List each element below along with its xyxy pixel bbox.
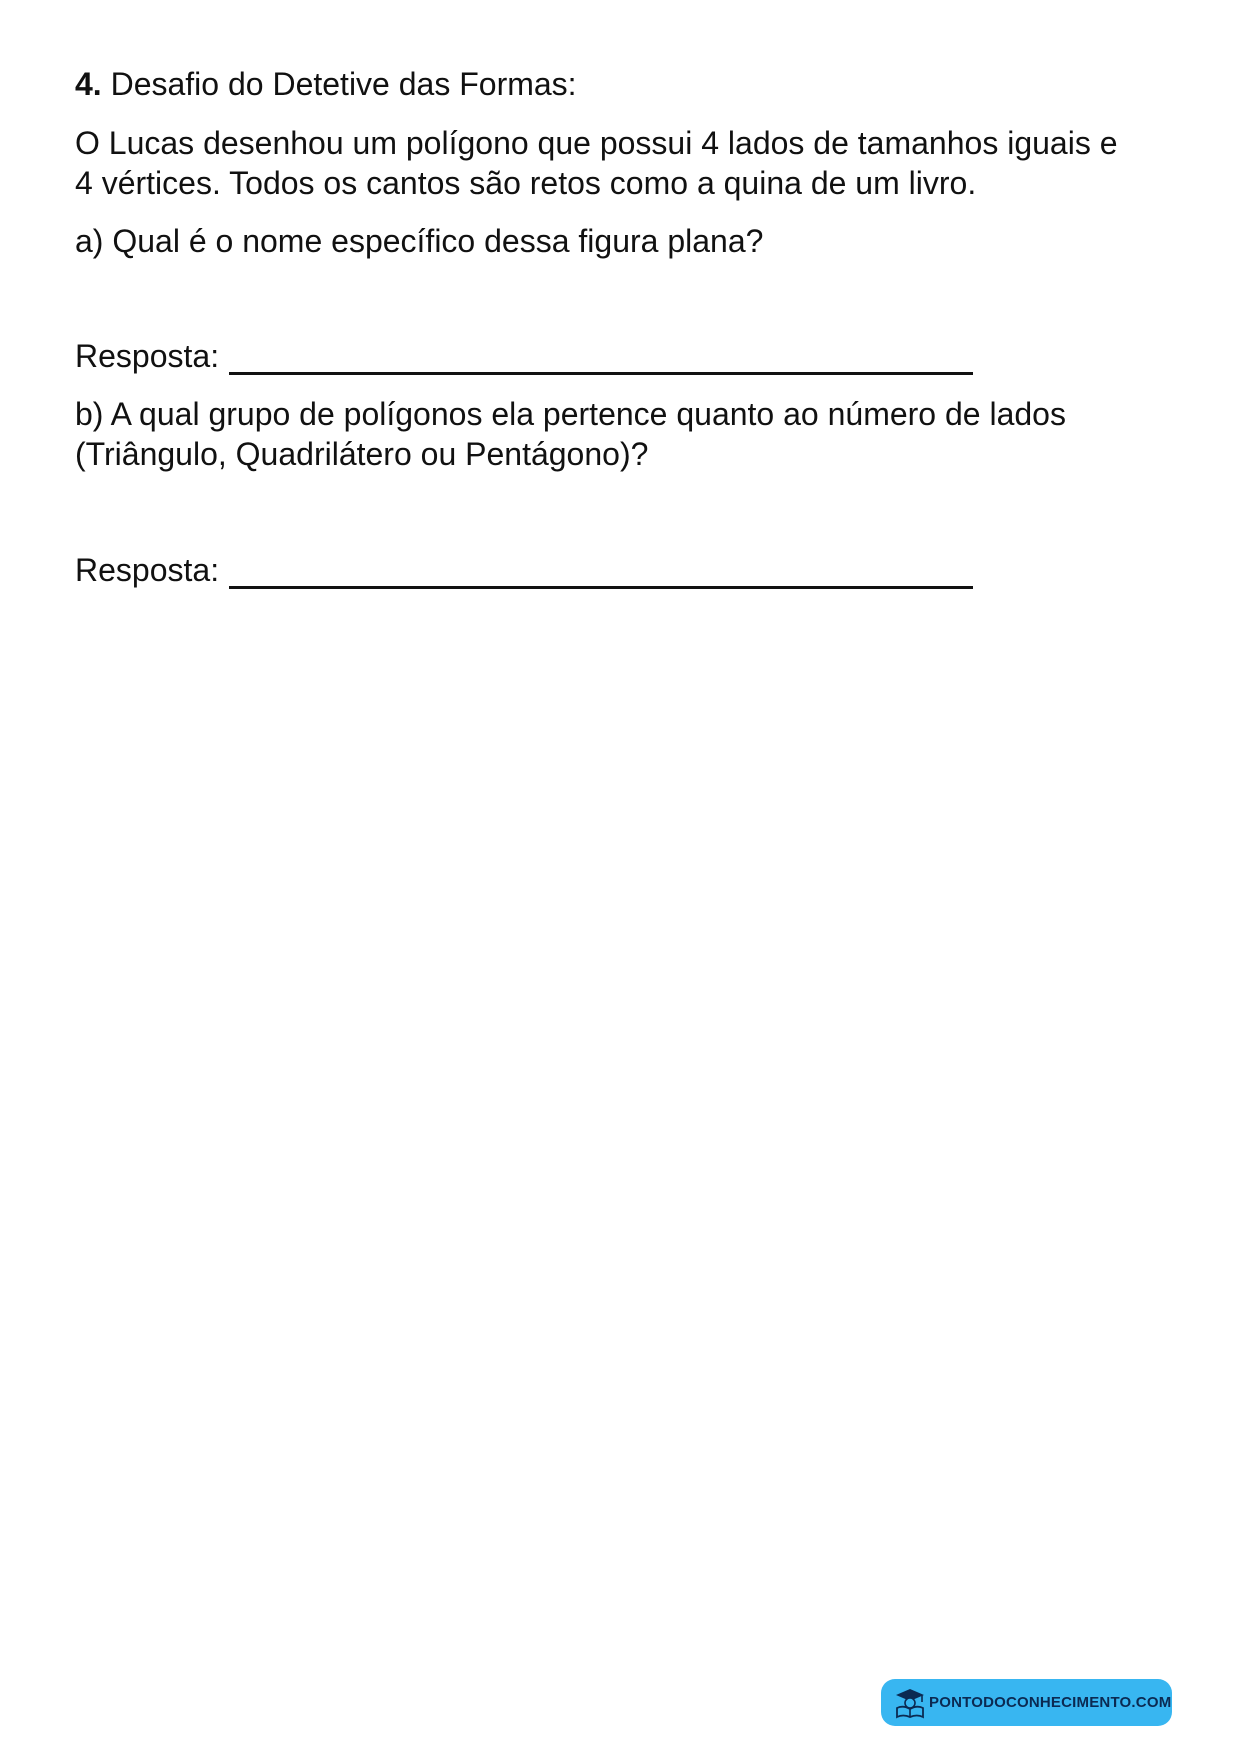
question-number: 4. xyxy=(75,66,102,102)
question-heading xyxy=(75,62,577,106)
part-a-answer-label: Resposta: xyxy=(75,338,220,374)
part-a-prompt: a) Qual é o nome específico dessa figura plana? xyxy=(75,223,764,259)
part-b-prompt-line-1: b) A qual grupo de polígonos ela pertence quanto ao número de lados xyxy=(75,396,1066,432)
graduate-book-icon xyxy=(893,1686,927,1720)
part-b-answer-label: Resposta: xyxy=(75,552,220,588)
part-b-prompt-line-2: (Triângulo, Quadrilátero ou Pentágono)? xyxy=(75,436,649,472)
statement-line-2: 4 vértices. Todos os cantos são retos como a quina de um livro. xyxy=(75,165,977,201)
part-b-answer-line[interactable] xyxy=(229,586,973,589)
site-url: PONTODOCONHECIMENTO.COM xyxy=(929,1694,1172,1711)
site-badge[interactable] xyxy=(881,1679,1172,1726)
part-a-answer-row xyxy=(75,334,973,378)
part-b-answer-row xyxy=(75,548,973,592)
question-title: Desafio do Detetive das Formas: xyxy=(110,66,577,102)
part-a-answer-line[interactable] xyxy=(229,372,973,375)
statement-line-1: O Lucas desenhou um polígono que possui 4 lados de tamanhos iguais e xyxy=(75,125,1118,161)
